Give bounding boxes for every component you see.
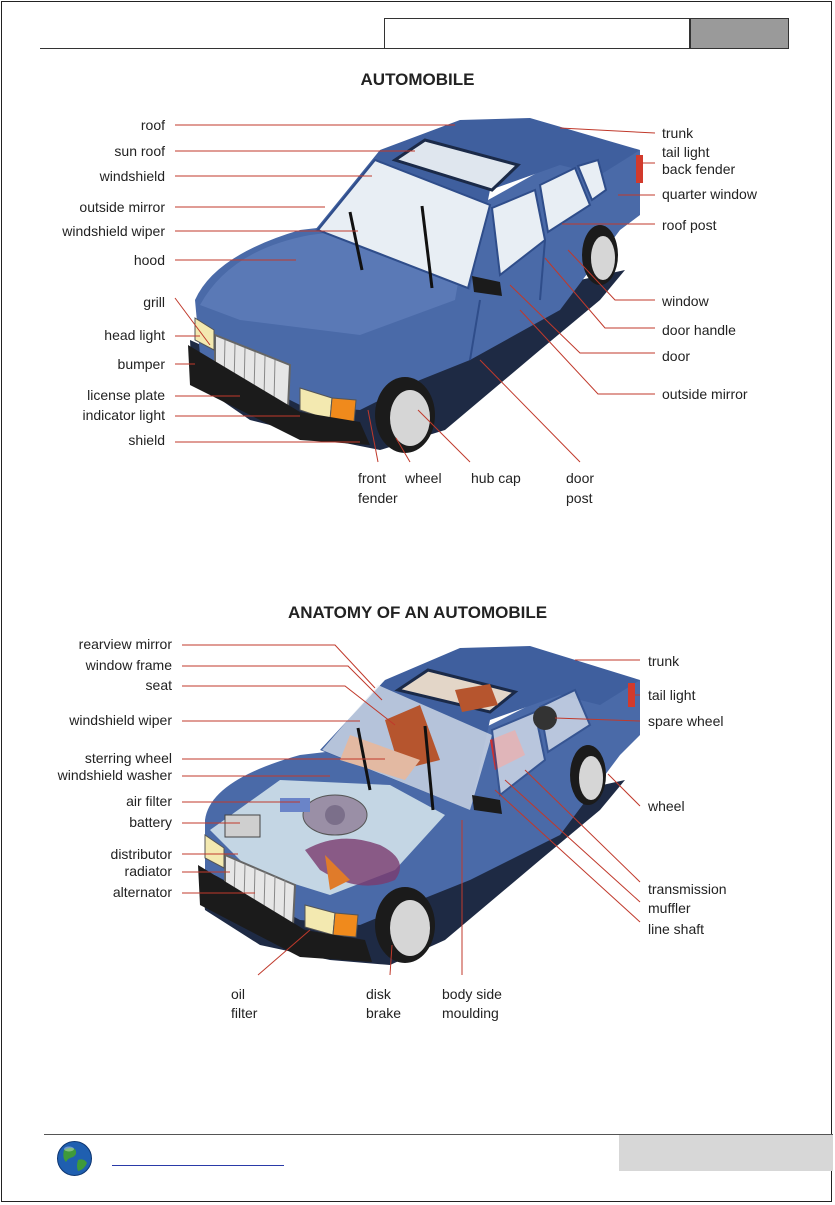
label-body-side-moulding-2: moulding bbox=[442, 1005, 499, 1021]
label-distributor: distributor bbox=[110, 846, 172, 862]
label-battery: battery bbox=[129, 814, 172, 830]
label-windshield-wiper-2: windshield wiper bbox=[69, 712, 172, 728]
label-door-handle: door handle bbox=[662, 322, 736, 338]
label-muffler: muffler bbox=[648, 900, 691, 916]
label-hub-cap: hub cap bbox=[471, 470, 521, 486]
label-sun-roof: sun roof bbox=[114, 143, 165, 159]
label-line-shaft: line shaft bbox=[648, 921, 705, 937]
diagram1-title: AUTOMOBILE bbox=[360, 70, 475, 89]
label-bumper: bumper bbox=[117, 356, 165, 372]
car1-illustration bbox=[188, 118, 643, 453]
label-outside-mirror-right: outside mirror bbox=[662, 386, 748, 402]
footer-link[interactable] bbox=[112, 1165, 284, 1166]
label-outside-mirror-left: outside mirror bbox=[79, 199, 165, 215]
label-window-frame: window frame bbox=[85, 657, 172, 673]
label-indicator-light: indicator light bbox=[82, 407, 165, 423]
label-hood: hood bbox=[133, 252, 165, 268]
label-seat: seat bbox=[145, 677, 172, 693]
label-windshield-wiper: windshield wiper bbox=[62, 223, 165, 239]
label-rearview-mirror: rearview mirror bbox=[78, 636, 172, 652]
label-alternator: alternator bbox=[112, 884, 172, 900]
label-grill: grill bbox=[143, 294, 165, 310]
label-quarter-window: quarter window bbox=[662, 186, 757, 202]
label-windshield-washer: windshield washer bbox=[57, 767, 172, 783]
label-door-post-2: post bbox=[566, 490, 593, 506]
label-trunk-2: trunk bbox=[648, 653, 680, 669]
label-radiator: radiator bbox=[124, 863, 172, 879]
label-windshield: windshield bbox=[99, 168, 165, 184]
diagram2-title: ANATOMY OF AN AUTOMOBILE bbox=[287, 603, 548, 622]
label-wheel-2: wheel bbox=[648, 798, 685, 814]
label-door: door bbox=[662, 348, 691, 364]
label-body-side-moulding-1: body side bbox=[442, 986, 502, 1002]
label-wheel-bottom: wheel bbox=[405, 470, 442, 486]
label-head-light: head light bbox=[104, 327, 165, 343]
label-window: window bbox=[662, 293, 709, 309]
label-sterring-wheel: sterring wheel bbox=[84, 750, 172, 766]
label-tail-light-2: tail light bbox=[648, 687, 696, 703]
footer-gray-box bbox=[619, 1135, 833, 1171]
label-shield: shield bbox=[128, 432, 165, 448]
label-roof: roof bbox=[140, 117, 165, 133]
car2-illustration bbox=[198, 646, 640, 965]
label-oil-filter-1: oil bbox=[231, 986, 246, 1002]
label-oil-filter-2: filter bbox=[231, 1005, 258, 1021]
label-license-plate: license plate bbox=[87, 387, 165, 403]
label-front-fender-2: fender bbox=[358, 490, 398, 506]
label-door-post-1: door bbox=[566, 470, 595, 486]
label-disk-brake-2: brake bbox=[366, 1005, 402, 1021]
label-back-fender: back fender bbox=[662, 161, 736, 177]
globe-icon bbox=[56, 1140, 93, 1177]
label-transmission: transmission bbox=[648, 881, 727, 897]
label-trunk: trunk bbox=[662, 125, 694, 141]
label-roof-post: roof post bbox=[662, 217, 717, 233]
label-front-fender-1: front bbox=[358, 470, 387, 486]
label-disk-brake-1: disk bbox=[366, 986, 391, 1002]
label-air-filter: air filter bbox=[126, 793, 172, 809]
label-spare-wheel: spare wheel bbox=[648, 713, 724, 729]
label-tail-light: tail light bbox=[662, 144, 710, 160]
